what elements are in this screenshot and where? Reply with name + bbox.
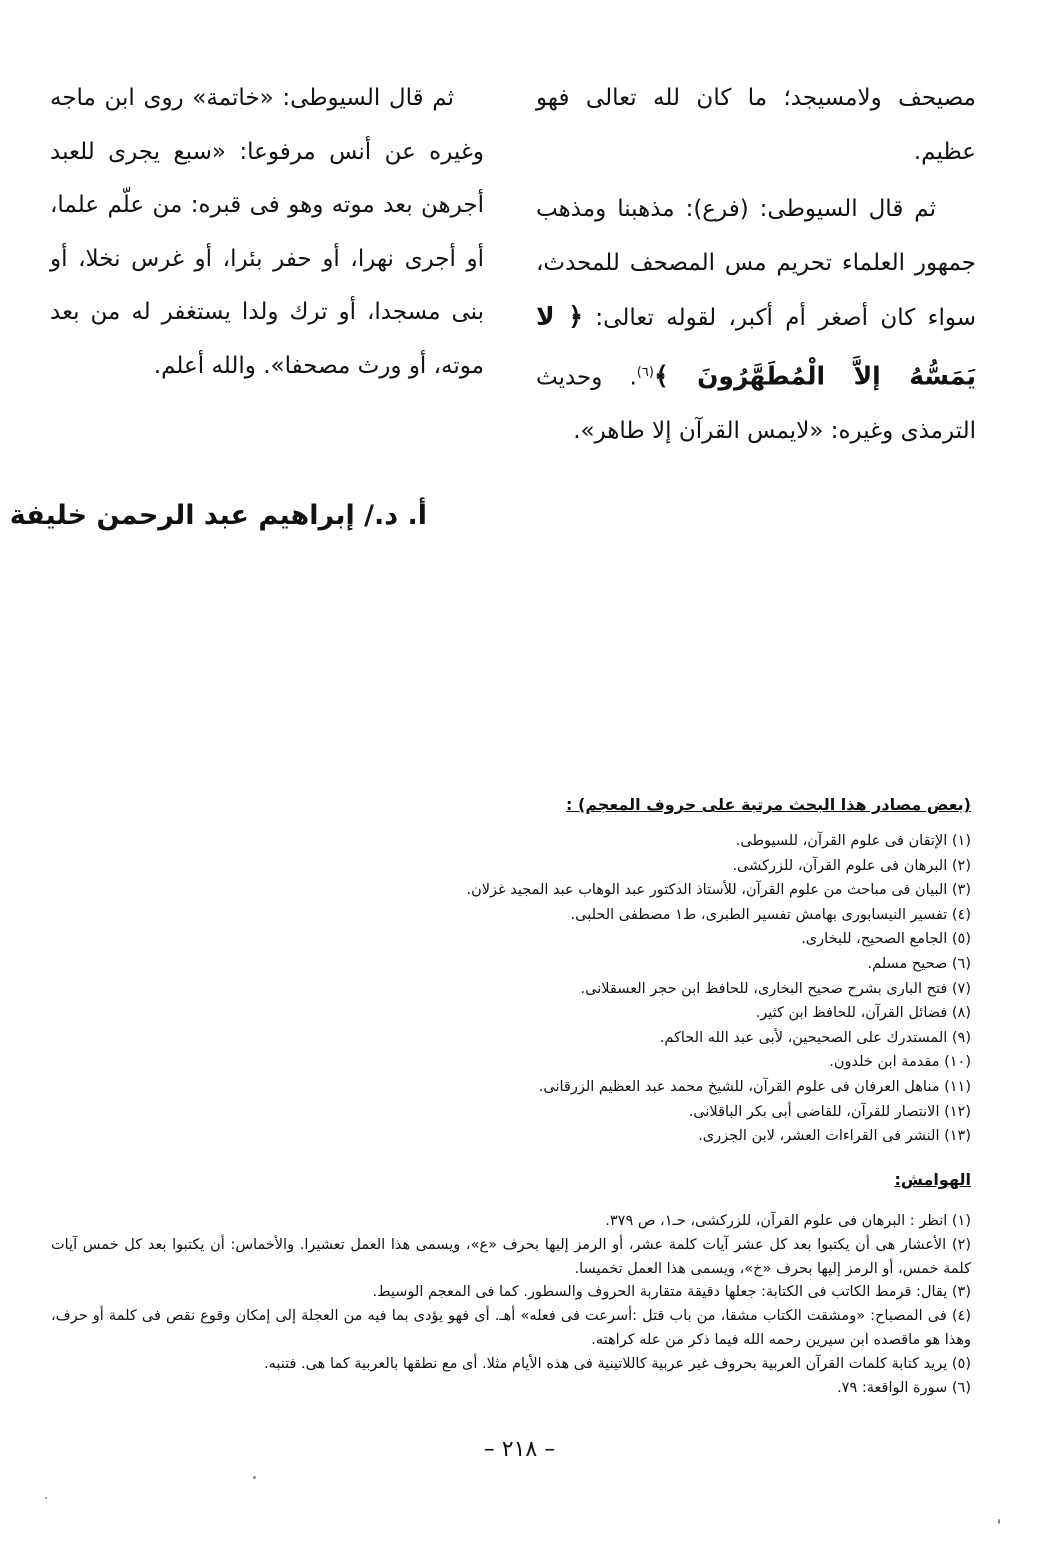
source-item: (١) الإتقان فى علوم القرآن، للسيوطى.	[735, 833, 971, 849]
scan-speck	[45, 1497, 47, 1499]
source-item: (١٠) مقدمة ابن خلدون.	[829, 1054, 971, 1071]
footnotes-list	[51, 1210, 971, 1400]
body-paragraph	[536, 183, 976, 458]
sources-heading: (بعض مصادر هذا البحث مرتبة على حروف المعجم) :	[566, 795, 971, 814]
page-number: – ٢١٨ –	[483, 1437, 556, 1462]
source-item: (٢) البرهان فى علوم القرآن، للزركشى.	[732, 857, 971, 874]
sources-list	[71, 829, 971, 1149]
body-paragraph: مصيحف ولامسيجد؛ ما كان لله تعالى فهو عظيم.	[536, 85, 976, 165]
source-item: (٤) تفسير النيسابورى بهامش تفسير الطبرى، ط١ مصطفى الحلبى.	[570, 906, 971, 923]
body-column-left	[50, 72, 484, 393]
source-item: (٧) فتح البارى بشرح صحيح البخارى، للحافظ ابن حجر العسقلانى.	[580, 980, 971, 997]
author-signature: أ. د./ إبراهيم عبد الرحمن خليفة	[9, 500, 427, 531]
body-paragraph: ثم قال السيوطى: «خاتمة» روى ابن ماجه وغيره عن أنس مرفوعا: «سبع يجرى للعبد أجرهن بعد موته وهو فى قبره: من علّم علما، أو أجرى نهرا، أو حفر بئرا، أو غرس نخلا، أو بنى مسجدا، أو ترك ولدا يستغفر له من بعد موته، أو ورث مصحفا». والله أعلم.	[50, 85, 484, 379]
scan-speck	[998, 1519, 1000, 1524]
footnote-reference: (٦)	[636, 364, 654, 380]
body-text: ثم قال السيوطى: (فرع): مذهبنا ومذهب جمهور العلماء تحريم مس المصحف للمحدث، سواء كان أصغر أم أكبر، لقوله تعالى:	[536, 196, 976, 331]
source-item: (١١) مناهل العرفان فى علوم القرآن، للشيخ محمد عبد العظيم الزرقانى.	[538, 1078, 971, 1095]
source-item: (٦) صحيح مسلم.	[867, 955, 971, 972]
footnote-item: (٢) الأعشار هى أن يكتبوا بعد كل عشر آيات كلمة عشر، أو الرمز إليها بحرف «ع»، ويسمى هذا العمل تعشيرا. والأخماس: أن يكتبوا بعد كل خمس آيات كلمة خمس، أو الرمز إليها بحرف «خ»، ويسمى هذا العمل تخميسا.	[51, 1236, 971, 1277]
source-item: (٥) الجامع الصحيح، للبخارى.	[801, 931, 971, 948]
source-item: (١٢) الانتصار للقرآن، للقاضى أبى بكر الباقلانى.	[688, 1103, 971, 1120]
footnote-item: (٣) يقال: قرمط الكاتب فى الكتابة: جعلها دقيقة متقاربة الحروف والسطور. كما فى المعجم الوسيط.	[372, 1284, 971, 1301]
scan-speck	[253, 1476, 256, 1479]
footnote-item: (٦) سورة الواقعة: ٧٩.	[837, 1379, 971, 1396]
source-item: (١٣) النشر فى القراءات العشر، لابن الجزرى.	[698, 1128, 971, 1145]
footnote-item: (٤) فى المصباح: «ومشقت الكتاب مشقا، من باب قتل :أسرعت فى فعله» أهـ. أى فهو يؤدى بما فيه من العجلة إلى إمكان وقوع نقص فى كلمة أو حرف، وهذا هو ماقصده ابن سيرين رحمه الله فيما ذكر من عله كراهته.	[51, 1308, 971, 1348]
footnote-item: (٥) يريد كتابة كلمات القرآن العربية بحروف غير عربية كاللاتينية فى هذه الأيام مثلا. أى مع نطقها بالعربية كما هى. فتنبه.	[263, 1355, 971, 1372]
source-item: (٣) البيان فى مباحث من علوم القرآن، للأستاذ الدكتور عبد الوهاب عبد المجيد غزلان.	[466, 882, 971, 899]
source-item: (٨) فضائل القرآن، للحافظ ابن كثير.	[755, 1005, 971, 1022]
body-column-right	[536, 72, 976, 458]
footnote-item: (١) انظر : البرهان فى علوم القرآن، للزركشى، حـ١، ص ٣٧٩.	[605, 1213, 971, 1229]
footnotes-heading: الهوامش:	[894, 1170, 971, 1189]
body-text: . وحديث الترمذى وغيره: «لايمس القرآن إلا طاهر».	[536, 364, 976, 444]
quran-verse: ﴿ لا يَمَسُّهُ إلاَّ الْمُطَهَّرُونَ ﴾	[536, 302, 976, 391]
source-item: (٩) المستدرك على الصحيحين، لأبى عبد الله الحاكم.	[659, 1029, 971, 1046]
